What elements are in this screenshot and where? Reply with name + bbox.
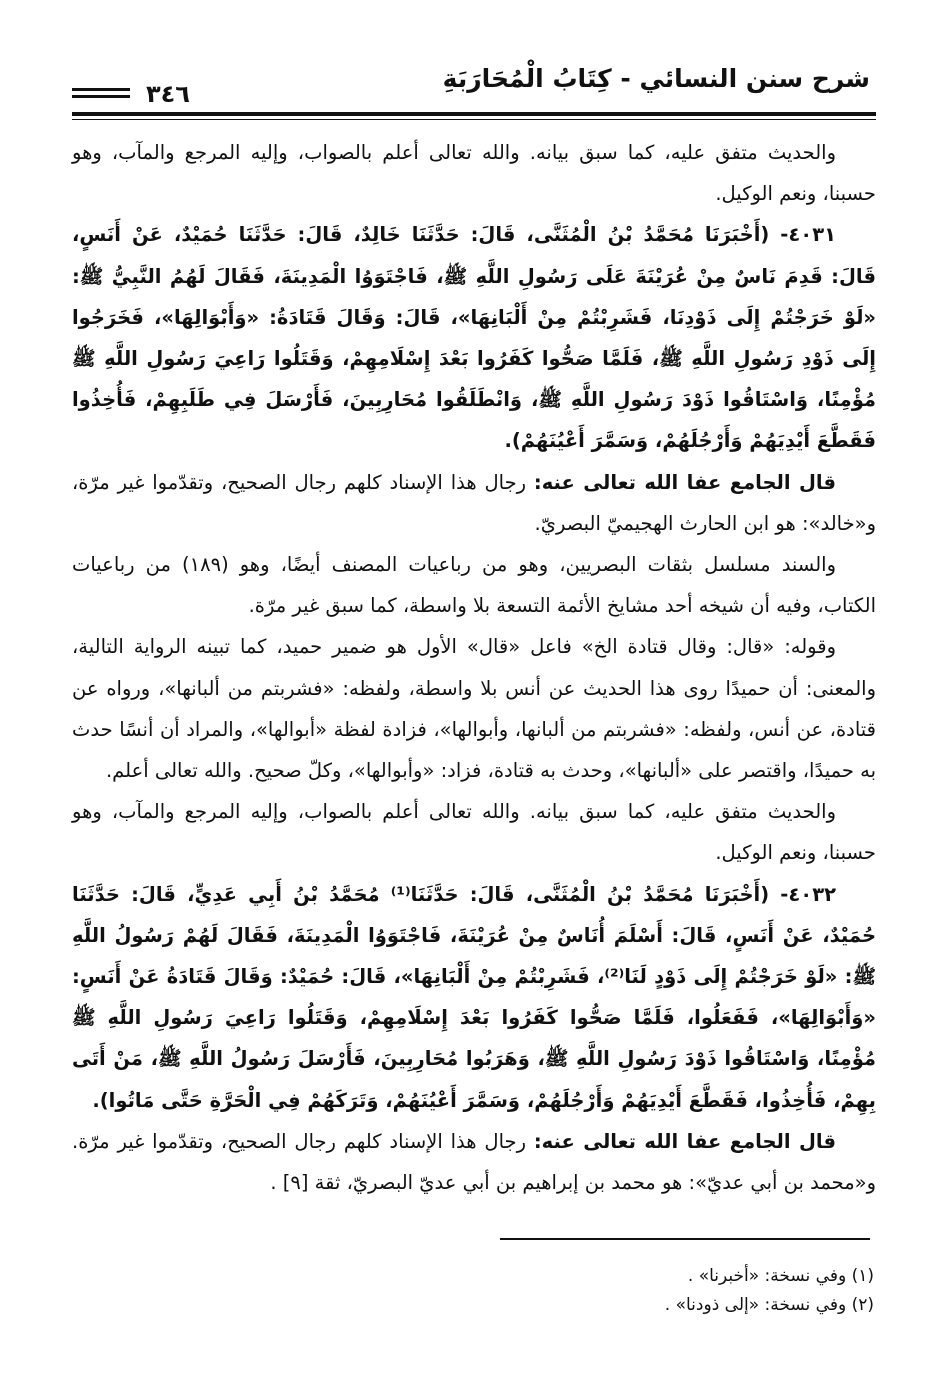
footnotes [374, 1262, 874, 1320]
commentary-paragraph [72, 462, 876, 544]
commentary-lead: قال الجامع عفا الله تعالى عنه: [533, 470, 836, 494]
commentary-text: رجال هذا الإسناد كلهم رجال الصحيح، وتقدّموا غير مرّة. و«محمد بن أبي عديّ»: هو محمد بن إبراهيم بن أبي عديّ البصريّ، ثقة [٩] . [72, 1129, 876, 1195]
page-body [72, 132, 876, 1203]
header-rule-thin [72, 119, 876, 120]
hadith-narration: ٤٠٣٢- (أَخْبَرَنَا مُحَمَّدُ بْنُ الْمُثَنَّى، قَالَ: حَدَّثَنَا⁽¹⁾ مُحَمَّدُ بْنُ أَبِي عَدِيٍّ، قَالَ: حَدَّثَنَا حُمَيْدٌ، عَنْ أَنَسٍ، قَالَ: أَسْلَمَ أُنَاسٌ مِنْ عُرَيْنَةَ، فَاجْتَوَوُا الْمَدِينَةَ، فَقَالَ لَهُمْ رَسُولُ اللَّهِ ﷺ: «لَوْ خَرَجْتُمْ إِلَى ذَوْدٍ لَنَا⁽²⁾، فَشَرِبْتُمْ مِنْ أَلْبَانِهَا»، قَالَ: حُمَيْدٌ: وَقَالَ قَتَادَةُ عَنْ أَنَسٍ: «وَأَبْوَالِهَا»، فَفَعَلُوا، فَلَمَّا صَحُّوا كَفَرُوا بَعْدَ إِسْلَامِهِمْ، وَقَتَلُوا رَاعِيَ رَسُولِ اللَّهِ ﷺ مُؤْمِنًا، وَاسْتَاقُوا ذَوْدَ رَسُولِ اللَّهِ ﷺ، وَهَرَبُوا مُحَارِبِينَ، فَأَرْسَلَ رَسُولُ اللَّهِ ﷺ، مَنْ أَتَى بِهِمْ، فَأُخِذُوا، فَقَطَّعَ أَيْدِيَهُمْ وَأَرْجُلَهُمْ، وَسَمَّرَ أَعْيُنَهُمْ، وَتَرَكَهُمْ فِي الْحَرَّةِ حَتَّى مَاتُوا). [72, 882, 876, 1112]
hadith-narration: ٤٠٣١- (أَخْبَرَنَا مُحَمَّدُ بْنُ الْمُثَنَّى، قَالَ: حَدَّثَنَا خَالِدٌ، قَالَ: حَدَّثَنَا حُمَيْدٌ، عَنْ أَنَسٍ، قَالَ: قَدِمَ نَاسٌ مِنْ عُرَيْنَةَ عَلَى رَسُولِ اللَّهِ ﷺ، فَاجْتَوَوُا الْمَدِينَةَ، فَقَالَ لَهُمُ النَّبِيُّ ﷺ: «لَوْ خَرَجْتُمْ إِلَى ذَوْدِنَا، فَشَرِبْتُمْ مِنْ أَلْبَانِهَا»، قَالَ: وَقَالَ قَتَادَةُ: «وَأَبْوَالِهَا»، فَخَرَجُوا إِلَى ذَوْدِ رَسُولِ اللَّهِ ﷺ، فَلَمَّا صَحُّوا كَفَرُوا بَعْدَ إِسْلَامِهِمْ، وَقَتَلُوا رَاعِيَ رَسُولِ اللَّهِ ﷺ مُؤْمِنًا، وَاسْتَاقُوا ذَوْدَ رَسُولِ اللَّهِ ﷺ، وَانْطَلَقُوا مُحَارِبِينَ، فَأَرْسَلَ فِي طَلَبِهِمْ، فَأُخِذُوا فَقَطَّعَ أَيْدِيَهُمْ وَأَرْجُلَهُمْ، وَسَمَّرَ أَعْيُنَهُمْ). [72, 223, 876, 453]
commentary-text: رجال هذا الإسناد كلهم رجال الصحيح، وتقدّموا غير مرّة، و«خالد»: هو ابن الحارث الهجيميّ البصريّ. [72, 470, 876, 535]
commentary-paragraph [72, 1121, 876, 1203]
paragraph: والحديث متفق عليه، كما سبق بيانه. والله تعالى أعلم بالصواب، وإليه المرجع والمآب، وهو حسبنا، ونعم الوكيل. [72, 141, 876, 206]
running-title: شرح سنن النسائي - كِتَابُ الْمُحَارَبَةِ [442, 64, 870, 93]
footnote-separator [500, 1238, 870, 1240]
footnote: (٢) وفي نسخة: «إلى ذودنا» . [664, 1295, 874, 1315]
paragraph: والسند مسلسل بثقات البصريين، وهو من رباعيات المصنف أيضًا، وهو (١٨٩) من رباعيات الكتاب، وفيه أن شيخه أحد مشايخ الأئمة التسعة بلا واسطة، كما سبق غير مرّة. [72, 553, 876, 618]
footnote: (١) وفي نسخة: «أخبرنا» . [687, 1266, 874, 1286]
paragraph: وقوله: «قال: وقال قتادة الخ» فاعل «قال» الأول هو ضمير حميد، كما تبينه الرواية التالية، والمعنى: أن حميدًا روى هذا الحديث عن أنس بلا واسطة، ولفظه: «فشربتم من ألبانها»، ورواه عن قتادة، عن أنس، ولفظه: «فشربتم من ألبانها، وأبوالها»، فزادة لفظة «أبوالها»، والمراد أن أنسًا حدث به حميدًا، واقتصر على «ألبانها»، وحدث به قتادة، فزاد: «وأبوالها»، وكلّ صحيح. والله تعالى أعلم. [72, 635, 876, 783]
commentary-lead: قال الجامع عفا الله تعالى عنه: [533, 1129, 836, 1153]
paragraph: والحديث متفق عليه، كما سبق بيانه. والله تعالى أعلم بالصواب، وإليه المرجع والمآب، وهو حسبنا، ونعم الوكيل. [72, 800, 876, 865]
header-ornament-rule [72, 88, 130, 98]
page-number: ٣٤٦ [146, 80, 190, 108]
page-header [72, 60, 876, 108]
header-rule [72, 112, 876, 116]
